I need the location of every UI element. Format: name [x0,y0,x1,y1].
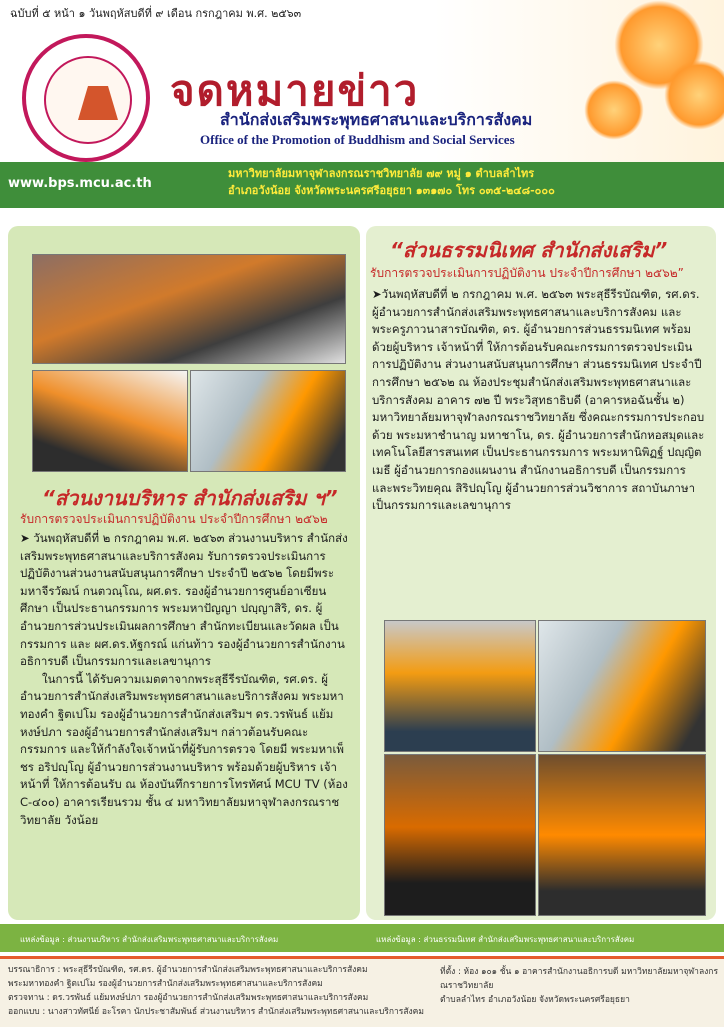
group-photo [32,254,346,364]
contact-bar [0,162,724,208]
left-article-para-2: ในการนี้ ได้รับความเมตตาจากพระสุธีรีรบัณฑิต, รศ.ดร. ผู้อำนวยการสำนักส่งเสริมพระพุทธศาสนาและบริการสังคม พระมหาทองคำ ฐิตเปโม รองผู้อำนวยการสำนักส่งเสริมฯ ดร.วรพันธ์ แย้มหงษ์ปภา รองผู้อำนวยการสำนักส่งเสริมฯ กล่าวต้อนรับคณะกรรมการ และให้กำลังใจเจ้าหน้าที่ผู้รับการตรวจ โดยมี พระมหาเพ็ชร อริปญฺโญ ผู้อำนวยการส่วนงานบริหาร พร้อมด้วยผู้บริหาร เจ้าหน้าที่ ให้การต้อนรับ ณ ห้องบันทึกรายการโทรทัศน์ MCU TV (ห้อง C-๔๐๐) อาคารเรียนรวม ชั้น ๔ มหาวิทยาลัยมหาจุฬาลงกรณราชวิทยาลัย วังน้อย [20,671,348,827]
office-name-th: สำนักส่งเสริมพระพุทธศาสนาและบริการสังคม [220,110,533,129]
footer-designer: ออกแบบ : นางสาวทัศนีย์ อะโรคา นักประชาสัมพันธ์ ส่วนงานบริหาร สำนักส่งเสริมพระพุทธศาสนาและบริการสังคม [8,1007,424,1017]
issue-line: ฉบับที่ ๕ หน้า ๑ วันพฤหัสบดีที่ ๙ เดือน กรกฎาคม พ.ศ. ๒๕๖๓ [10,7,302,20]
committee-photo-3 [384,754,536,916]
office-logo [22,34,150,162]
footer-credits [8,963,424,1019]
footer-location-1: ที่ตั้ง : ห้อง ๑๐๑ ชั้น ๑ อาคารสำนักงานอธิการบดี มหาวิทยาลัยมหาจุฬาลงกรณราชวิทยาลัย [440,967,719,991]
flower-decoration [574,0,724,160]
footer-location [440,965,724,1007]
website-link[interactable]: www.bps.mcu.ac.th [8,176,152,191]
address [228,165,555,199]
left-article-subtitle: รับการตรวจประเมินการปฏิบัติงาน ประจำปีการศึกษา ๒๕๖๒ [20,512,328,526]
pagoda-emblem-icon [78,86,118,120]
footer [0,956,724,1027]
left-article-source: แหล่งข้อมูล : ส่วนงานบริหาร สำนักส่งเสริมพระพุทธศาสนาและบริการสังคม [20,935,279,944]
footer-editor: บรรณาธิการ : พระสุธีรีรบัณฑิต, รศ.ดร. ผู้อำนวยการสำนักส่งเสริมพระพุทธศาสนาและบริการสังคม [8,965,368,975]
meeting-photo-left [32,370,188,472]
left-article-panel [8,226,360,920]
footer-editor-2: พระมหาทองคำ ฐิตเปโม รองผู้อำนวยการสำนักส่งเสริมพระพุทธศาสนาและบริการสังคม [8,979,323,989]
office-name-en: Office of the Promotion of Buddhism and Social Services [200,132,515,147]
logo-inner-circle [44,56,132,144]
newsletter-title: จดหมายข่าว [170,66,420,115]
address-line-2: อำเภอวังน้อย จังหวัดพระนครศรีอยุธยา ๑๓๑๗๐ โทร ๐๓๕-๒๔๘-๐๐๐ [228,184,555,197]
right-article-body [372,286,706,515]
address-line-1: มหาวิทยาลัยมหาจุฬาลงกรณราชวิทยาลัย ๗๙ หมู่ ๑ ตำบลลำไทร [228,167,535,180]
committee-photo-2 [538,620,706,752]
right-article-panel [366,226,716,920]
left-article-body [20,530,350,829]
committee-photo-1 [384,620,536,752]
right-article-para-1: ➤วันพฤหัสบดีที่ ๒ กรกฎาคม พ.ศ. ๒๕๖๓ พระสุธีรีรบัณฑิต, รศ.ดร. ผู้อำนวยการสำนักส่งเสริมพระพุทธศาสนาและบริการสังคม และพระครูภาวนาสารบัณฑิต, ดร. ผู้อำนวยการส่วนธรรมนิเทศ พร้อมด้วยผู้บริหาร เจ้าหน้าที่ ให้การต้อนรับคณะกรรมการตรวจประเมินการปฏิบัติงาน ส่วนงานสนับสนุนการศึกษา ส่วนธรรมนิเทศ ประจำปีการศึกษา ๒๕๖๒ ณ ห้องประชุมสำนักส่งเสริมพระพุทธศาสนาและบริการสังคม อาคาร ๗๒ ปี พระวิสุทธาธิบดี (อาคารหอฉันชั้น ๒) มหาวิทยาลัยมหาจุฬาลงกรณราชวิทยาลัย ซึ่งคณะกรรมการประกอบด้วย พระมหาชำนาญ มหาชาโน, ดร. ผู้อำนวยการสำนักหอสมุดและเทคโนโลยีสารสนเทศ เป็นประธานกรรมการ พระมหานิพิฏฐ์ ปญฺญิตเมธี ผู้อำนวยการกองแผนงาน สำนักงานอธิการบดี เป็นกรรมการ และพระวิทยคุณ สิริปญฺโญ ผู้อำนวยการส่วนวิชาการ สถาบันภาษา เป็นกรรมการและเลขานุการ [372,287,705,513]
footer-proofreader: ตรวจทาน : ดร.วรพันธ์ แย้มหงษ์ปภา รองผู้อำนวยการสำนักส่งเสริมพระพุทธศาสนาและบริการสังคม [8,993,369,1003]
footer-location-2: ตำบลลำไทร อำเภอวังน้อย จังหวัดพระนครศรีอยุธยา [440,995,630,1005]
right-article-title: “ส่วนธรรมนิเทศ สำนักส่งเสริม” [390,238,668,262]
left-article-title: “ส่วนงานบริหาร สำนักส่งเสริม ฯ” [42,486,338,510]
meeting-photo-right [190,370,346,472]
masthead [0,0,724,170]
committee-photo-4 [538,754,706,916]
right-article-source: แหล่งข้อมูล : ส่วนธรรมนิเทศ สำนักส่งเสริมพระพุทธศาสนาและบริการสังคม [376,935,635,944]
left-article-para-1: ➤ วันพฤหัสบดีที่ ๒ กรกฎาคม พ.ศ. ๒๕๖๓ ส่วนงานบริหาร สำนักส่งเสริมพระพุทธศาสนาและบริการสังคม รับการตรวจประเมินการปฏิบัติงานส่วนงานสนับสนุนการศึกษา ประจำปี ๒๕๖๒ โดยมีพระมหาจีรวัฒน์ กนตวณฺโณ, ผศ.ดร. รองผู้อำนวยการศูนย์อาเซียนศึกษา เป็นประธานกรรมการ พระมหาปัญญา ปญฺญาสิริ, ดร. ผู้อำนวยการส่วนประเมินผลการศึกษา สำนักทะเบียนและวัดผล เป็นกรรมการ และ ผศ.ดร.หัฐกรณ์ แก่นท้าว รองผู้อำนวยการสำนักงานอธิการบดี เป็นกรรมการและเลขานุการ [20,531,348,669]
right-article-subtitle: รับการตรวจประเมินการปฏิบัติงาน ประจำปีการศึกษา ๒๕๖๒” [370,266,684,280]
